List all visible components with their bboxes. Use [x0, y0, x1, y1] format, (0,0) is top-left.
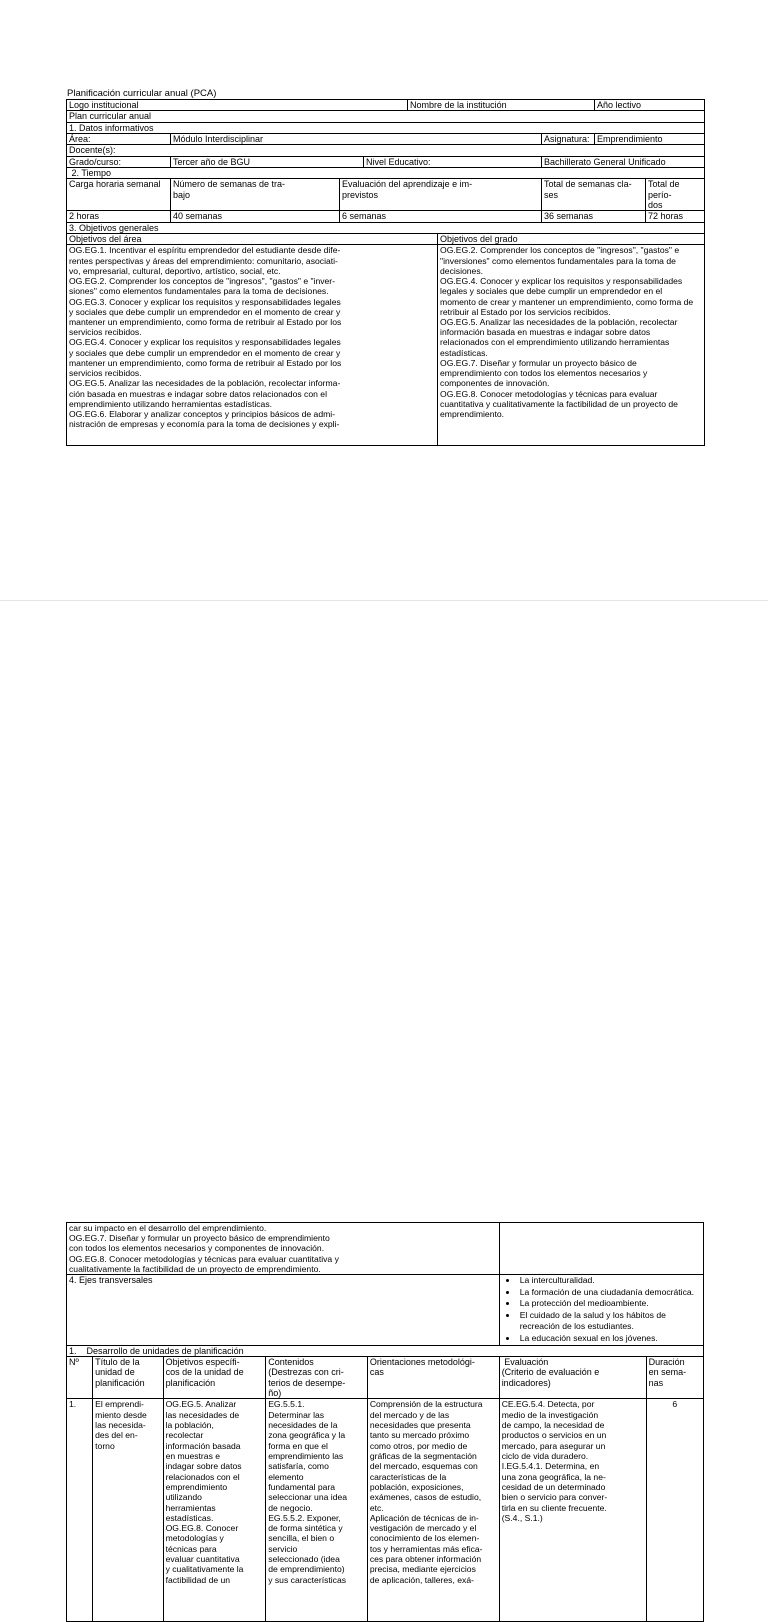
time-value-total-periodos: 72 horas [646, 211, 705, 222]
grade-objective-line: cuantitativa y cualitativamente la factibilidad de un proyecto de [440, 398, 678, 409]
area-objective-line: siones" como elementos fundamentales para la toma de decisiones. [69, 286, 329, 297]
ejes-list [502, 1275, 701, 1345]
area-objective-line: OG.EG.5. Analizar las necesidades de la población, recolectar informa- [69, 378, 341, 389]
grado-label: Grado/curso: [67, 156, 171, 167]
time-header-semanas: Número de semanas de tra- bajo [171, 179, 340, 211]
grade-objective-line: retribuir al Estado por los servicios recibidos. [440, 306, 611, 317]
unit-number: 1. [67, 1399, 93, 1622]
objectives-continuation-row [67, 1223, 704, 1275]
area-objectives-header: Objetivos del área [67, 234, 438, 245]
ejes-row [67, 1275, 704, 1346]
grade-objective-line: componentes de innovación. [440, 378, 550, 389]
section-tiempo: 2. Tiempo [67, 168, 705, 179]
area-objective-line: y sociales que debe cumplir un emprendedor en el momento de crear y [69, 347, 341, 358]
area-label: Área: [67, 134, 171, 145]
school-year-cell: Año lectivo [595, 100, 705, 111]
area-objective-line: ción basada en muestras e indagar sobre datos relacionados con el [69, 388, 327, 399]
section-ejes-transversales: 4. Ejes transversales [67, 1275, 500, 1346]
area-objectives-text [67, 245, 438, 446]
unit-header-methodology: Orientaciones metodológi- cas [367, 1357, 499, 1399]
time-header-total-periodos: Total de perío- dos [646, 179, 705, 211]
time-value-total-semanas: 36 semanas [542, 211, 646, 222]
unit-header-row [67, 1357, 704, 1399]
area-objective-line: mantener un emprendimiento, como forma de retribuir al Estado por los [69, 317, 342, 327]
area-objective-line: y sociales que debe cumplir un emprendedor en el momento de crear y [69, 306, 341, 317]
planning-table [66, 1222, 704, 1622]
continuation-line: cualitativamente la factibilidad de un proyecto de emprendimiento. [69, 1263, 321, 1274]
grade-objective-line: OG.EG.7. Diseñar y formular un proyecto básico de [440, 357, 637, 368]
area-objective-line: rentes perspectivas y áreas del emprendimiento: comunitario, asociati- [69, 255, 338, 266]
institution-name-cell: Nombre de la institución [408, 100, 595, 111]
continuation-line: con todos los elementos necesarios y componentes de innovación. [69, 1243, 325, 1254]
ejes-list-cell [499, 1275, 703, 1346]
area-objective-line: OG.EG.3. Conocer y explicar los requisitos y responsabilidades legales [69, 296, 341, 307]
grade-objective-line: OG.EG.5. Analizar las necesidades de la población, recolectar [440, 317, 678, 327]
subject-value: Emprendimiento [595, 134, 705, 145]
unit-row-1 [67, 1399, 704, 1622]
continuation-line: OG.EG.8. Conocer metodologías y técnicas para evaluar cuantitativa y [69, 1253, 339, 1264]
docentes-label: Docente(s): [67, 145, 705, 156]
grade-objective-line: OG.EG.8. Conocer metodologías y técnicas para evaluar [440, 388, 658, 399]
grade-objective-line: emprendimiento con todos los elementos necesarios y [440, 368, 648, 379]
area-objective-line: vo, empresarial, cultural, deportivo, artístico, social, etc. [69, 265, 281, 276]
grade-objectives-header: Objetivos del grado [438, 234, 705, 245]
grade-objective-line: "inversiones" como elementos fundamentales para la toma de [440, 255, 676, 266]
time-header-carga: Carga horaria semanal [67, 179, 171, 211]
nivel-value: Bachillerato General Unificado [542, 156, 705, 167]
area-objective-line: mantener un emprendimiento, como forma de retribuir al Estado por los [69, 357, 342, 368]
time-header-total-semanas: Total de semanas cla- ses [542, 179, 646, 211]
area-objective-line: OG.EG.4. Conocer y explicar los requisitos y responsabilidades legales [69, 337, 341, 348]
eje-item: • La protección del medioambiente. [518, 1298, 701, 1310]
time-header-evaluacion: Evaluación del aprendizaje e im- previstos [340, 179, 542, 211]
grado-value: Tercer año de BGU [171, 156, 364, 167]
plan-label: Plan curricular anual [67, 111, 705, 122]
document-page-1 [0, 0, 768, 560]
eje-item: • La educación sexual en los jóvenes. [518, 1333, 701, 1345]
nivel-label: Nivel Educativo: [364, 156, 542, 167]
objectives-header-row [67, 234, 705, 245]
continuation-line: OG.EG.7. Diseñar y formular un proyecto básico de emprendimiento [69, 1233, 330, 1244]
empty-grade-cell [499, 1223, 703, 1275]
time-values-row [67, 211, 705, 222]
grade-objective-line: relacionados con el emprendimiento utilizando herramientas [440, 337, 670, 348]
document-title: Planificación curricular anual (PCA) [67, 88, 217, 99]
objectives-continuation-text [67, 1223, 500, 1275]
section-objetivos-generales: 3. Objetivos generales [67, 222, 705, 233]
grade-objective-line: emprendimiento. [440, 408, 505, 419]
unit-header-contents: Contenidos (Destrezas con cri- terios de desempe- ño) [266, 1357, 368, 1399]
area-objective-line: emprendimiento utilizando herramientas estadísticas. [69, 398, 273, 409]
unit-header-title: Título de la unidad de planificación [93, 1357, 163, 1399]
time-value-evaluacion: 6 semanas [340, 211, 542, 222]
unit-header-number: Nº [67, 1357, 93, 1399]
time-header-row [67, 179, 705, 211]
area-objective-line: OG.EG.2. Comprender los conceptos de "ingresos", "gastos" e "inver- [69, 276, 336, 287]
area-row [67, 134, 705, 145]
area-objective-line: OG.EG.1. Incentivar el espíritu emprendedor del estudiante desde dife- [69, 245, 341, 256]
grade-objective-line: información basada en muestras e indagar sobre datos [440, 327, 651, 338]
area-value: Módulo Interdisciplinar [171, 134, 542, 145]
unit-contents: EG.5.5.1. Determinar las necesidades de la zona geográfica y la forma en que el emprendimiento las satisfaría, como elemento fundamental para seleccionar una idea de negocio. EG.5.5.2. Exponer, de forma sintética y sencilla, el bien o servicio seleccionado (idea de emprendimiento) y sus características [266, 1399, 368, 1622]
area-objective-line: servicios recibidos. [69, 327, 142, 338]
grade-objective-line: OG.EG.4. Conocer y explicar los requisitos y responsabilidades [440, 276, 683, 287]
objectives-row [67, 245, 705, 446]
continuation-line: car su impacto en el desarrollo del emprendimiento. [69, 1223, 267, 1233]
eje-item: • La formación de una ciudadanía democrática. [518, 1287, 701, 1299]
eje-item: • La interculturalidad. [518, 1275, 701, 1287]
area-objective-line: OG.EG.6. Elaborar y analizar conceptos y principios básicos de admi- [69, 408, 336, 419]
unit-header-evaluation: Evaluación (Criterio de evaluación e indicadores) [499, 1357, 646, 1399]
pca-table [66, 99, 705, 446]
unit-header-objectives: Objetivos específi- cos de la unidad de planificación [163, 1357, 266, 1399]
unit-evaluation: CE.EG.5.4. Detecta, por medio de la investigación de campo, la necesidad de productos o servicios en un mercado, para asegurar un ciclo de vida duradero. I.EG.5.4.1. Determina, en una zona geográfica, la ne- cesidad de un determinado bien o servicio para conver- tirla en su cliente frecuente. (S.4., S.1.) [499, 1399, 646, 1622]
grade-objective-line: legales y sociales que debe cumplir un emprendedor en el [440, 286, 663, 297]
section-datos-informativos: 1. Datos informativos [67, 122, 705, 133]
unit-methodology: Comprensión de la estructura del mercado y de las necesidades que presenta tanto su mercado próximo como otros, por medio de gráficas de la segmentación del mercado, esquemas con características de la población, exposiciones, exámenes, casos de estudio, etc. Aplicación de técnicas de in- vestigación de mercado y el conocimiento de los elemen- tos y herramientas más efica- ces para obtener información precisa, mediante ejercicios de aplicación, talleres, exá- [367, 1399, 499, 1622]
grado-row [67, 156, 705, 167]
unit-title: El emprendi- miento desde las necesida- des del en- torno [93, 1399, 163, 1622]
grade-objectives-text [438, 245, 705, 446]
grade-objective-line: momento de crear y mantener un emprendimiento, como forma de [440, 296, 694, 307]
grade-objective-line: decisiones. [440, 265, 484, 276]
grade-objective-line: estadísticas. [440, 347, 488, 358]
unit-header-duration: Duración en sema- nas [646, 1357, 703, 1399]
time-value-semanas: 40 semanas [171, 211, 340, 222]
section-desarrollo-unidades: 1. Desarrollo de unidades de planificación [67, 1345, 704, 1356]
unit-objectives: OG.EG.5. Analizar las necesidades de la población, recolectar información basada en muestras e indagar sobre datos relacionados con el emprendimiento utilizando herramientas estadísticas. OG.EG.8. Conocer metodologías y técnicas para evaluar cuantitativa y cualitativamente la factibilidad de un [163, 1399, 266, 1622]
document-page-2 [0, 600, 768, 1585]
eje-item: • El cuidado de la salud y los hábitos de recreación de los estudiantes. [518, 1310, 701, 1333]
area-objective-line: nistración de empresas y economía para la toma de decisiones y expli- [69, 419, 340, 430]
area-objective-line: servicios recibidos. [69, 368, 142, 379]
subject-label: Asignatura: [542, 134, 595, 145]
logo-cell: Logo institucional [67, 100, 408, 111]
time-value-carga: 2 horas [67, 211, 171, 222]
unit-duration: 6 [646, 1399, 703, 1622]
grade-objective-line: OG.EG.2. Comprender los conceptos de "ingresos", "gastos" e [440, 245, 680, 256]
header-row [67, 100, 705, 111]
